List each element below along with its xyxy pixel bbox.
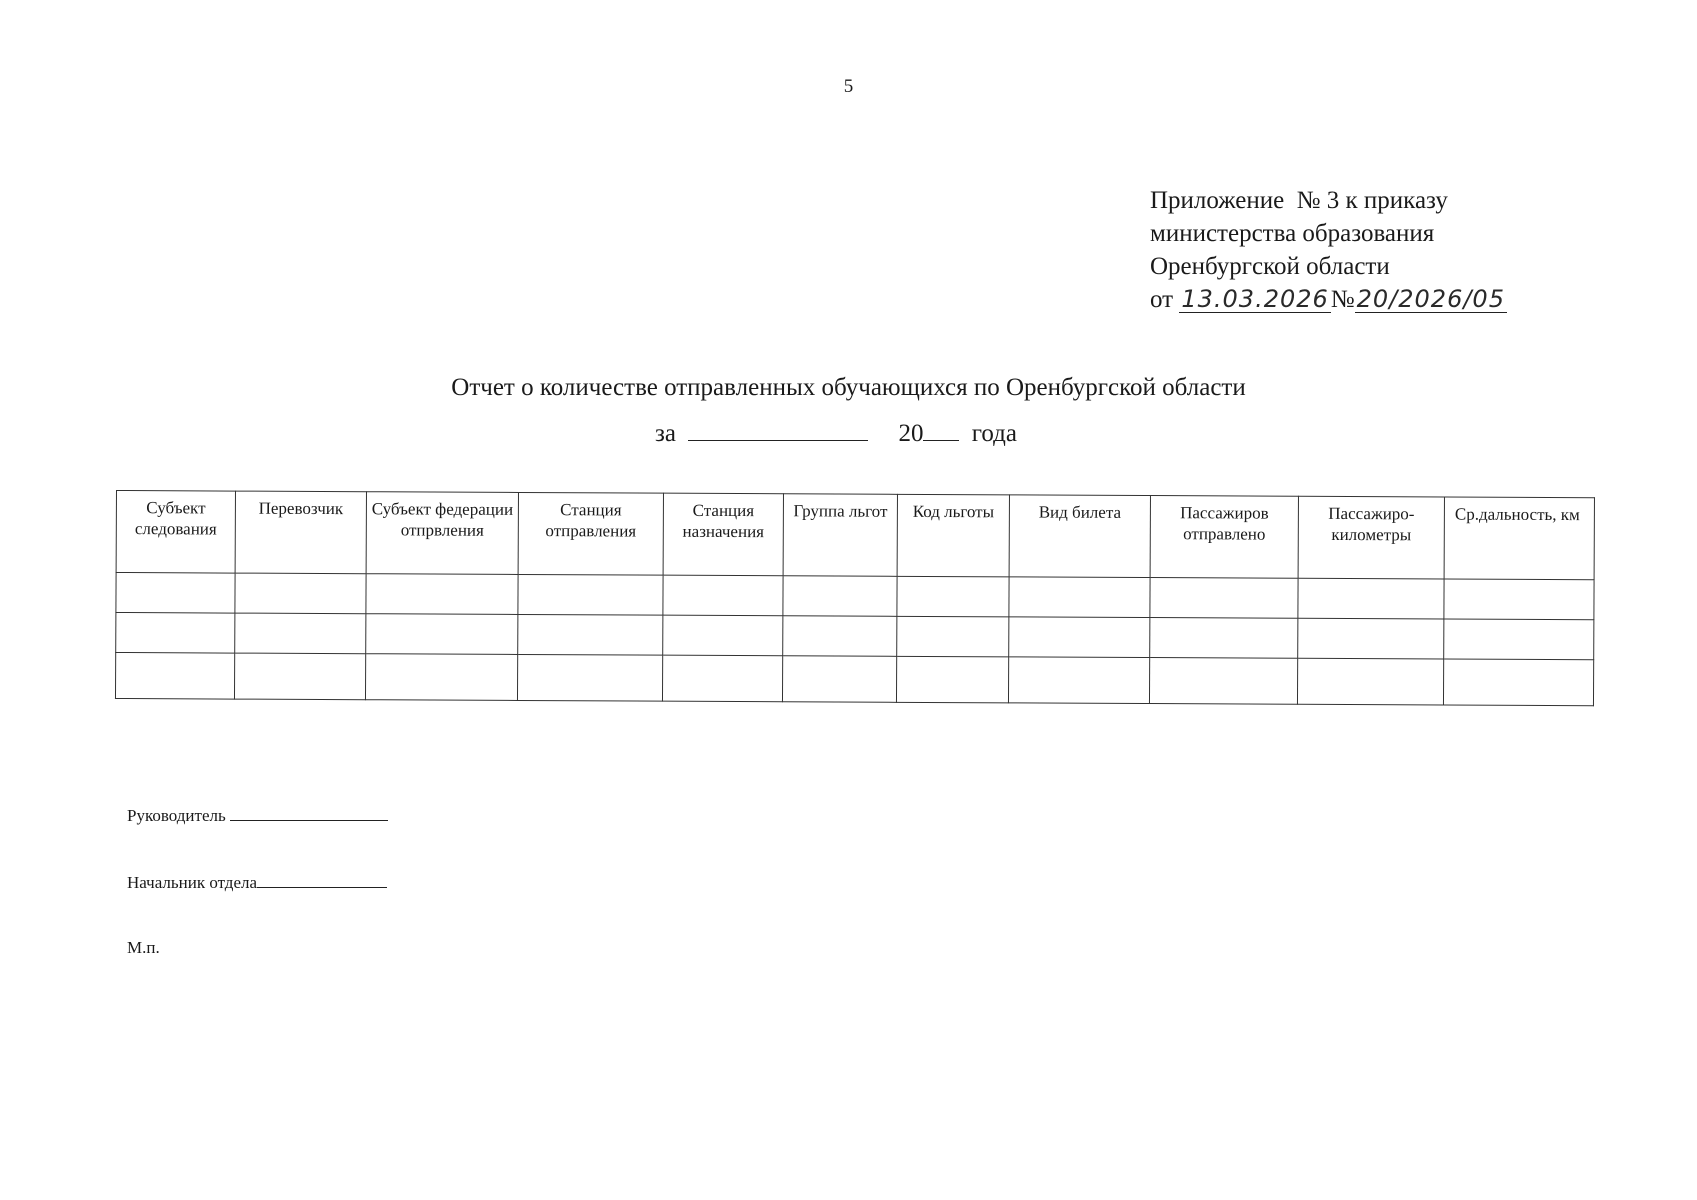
period-blank: [688, 420, 868, 441]
table-cell[interactable]: [1150, 578, 1298, 619]
table-cell[interactable]: [1009, 577, 1150, 618]
table-cell[interactable]: [1298, 618, 1444, 659]
table-cell[interactable]: [897, 576, 1009, 617]
table-cell[interactable]: [366, 574, 518, 615]
column-header: Код льготы: [897, 494, 1009, 577]
appendix-number-sign: №: [1330, 286, 1355, 313]
appendix-line-3: Оренбургской области: [1150, 253, 1390, 280]
table-cell[interactable]: [517, 654, 662, 701]
appendix-date-handwritten: 13.03.2026: [1181, 285, 1329, 313]
table-cell[interactable]: [897, 616, 1009, 657]
report-period: [655, 420, 1017, 448]
stamp-place: М.п.: [127, 938, 160, 957]
table-cell[interactable]: [783, 616, 897, 657]
table-cell[interactable]: [1009, 617, 1150, 658]
appendix-from-label: от: [1150, 286, 1174, 313]
table-cell[interactable]: [783, 576, 897, 617]
appendix-block: [1150, 184, 1507, 316]
table-cell[interactable]: [234, 653, 365, 700]
column-header: Станция отправления: [518, 492, 663, 575]
table-cell[interactable]: [1149, 658, 1297, 705]
appendix-line-2: министерства образования: [1150, 220, 1435, 247]
table-cell[interactable]: [518, 614, 663, 655]
column-header: Пассажиро-километры: [1298, 496, 1444, 579]
page-number: 5: [843, 76, 854, 97]
table-cell[interactable]: [1297, 658, 1443, 705]
table-cell[interactable]: [366, 614, 518, 655]
period-prefix: за: [655, 420, 676, 447]
dept-signature-line: [127, 873, 387, 893]
column-header: Вид билета: [1009, 495, 1150, 578]
period-year-suffix: года: [971, 420, 1017, 447]
dept-label: Начальник отдела: [127, 873, 258, 892]
table-cell[interactable]: [1298, 578, 1444, 619]
table-cell[interactable]: [365, 654, 517, 701]
table-cell[interactable]: [1008, 657, 1149, 704]
table-cell[interactable]: [116, 573, 235, 614]
report-title: Отчет о количестве отправленных обучающихся по Оренбургской области: [451, 374, 1246, 401]
report-table: [115, 490, 1595, 706]
table-row: [115, 653, 1593, 706]
table-cell[interactable]: [115, 653, 234, 700]
appendix-number-handwritten: 20/2026/05: [1356, 285, 1505, 313]
column-header: Ср.дальность, км: [1444, 497, 1594, 580]
year-blank: [923, 420, 959, 441]
column-header: Группа льгот: [783, 494, 897, 577]
table-cell[interactable]: [663, 575, 783, 616]
column-header: Пассажиров отправлено: [1150, 496, 1298, 579]
head-label: Руководитель: [127, 806, 226, 825]
column-header: Субъект федерации отпрвления: [366, 492, 518, 575]
table-cell[interactable]: [662, 655, 782, 702]
table-cell[interactable]: [663, 615, 783, 656]
table-cell[interactable]: [896, 656, 1008, 703]
appendix-order-line: [1150, 283, 1507, 316]
column-header: Субъект следования: [116, 491, 235, 574]
column-header: Перевозчик: [235, 491, 366, 574]
period-year-prefix: 20: [898, 420, 924, 447]
table-cell[interactable]: [518, 574, 663, 615]
table-cell[interactable]: [235, 613, 366, 654]
table-cell[interactable]: [1444, 619, 1594, 660]
table-cell[interactable]: [116, 613, 235, 654]
table-cell[interactable]: [1150, 618, 1298, 659]
table-cell[interactable]: [1443, 659, 1593, 706]
table-header-row: [116, 491, 1594, 580]
table-cell[interactable]: [235, 573, 366, 614]
dept-signature-blank[interactable]: [257, 873, 387, 888]
head-signature-blank[interactable]: [230, 806, 388, 821]
table-cell[interactable]: [1444, 579, 1594, 620]
column-header: Станция назначения: [663, 493, 783, 576]
head-signature-line: [127, 806, 388, 826]
table-cell[interactable]: [782, 656, 896, 703]
appendix-line-1: Приложение № 3 к приказу: [1150, 187, 1448, 214]
